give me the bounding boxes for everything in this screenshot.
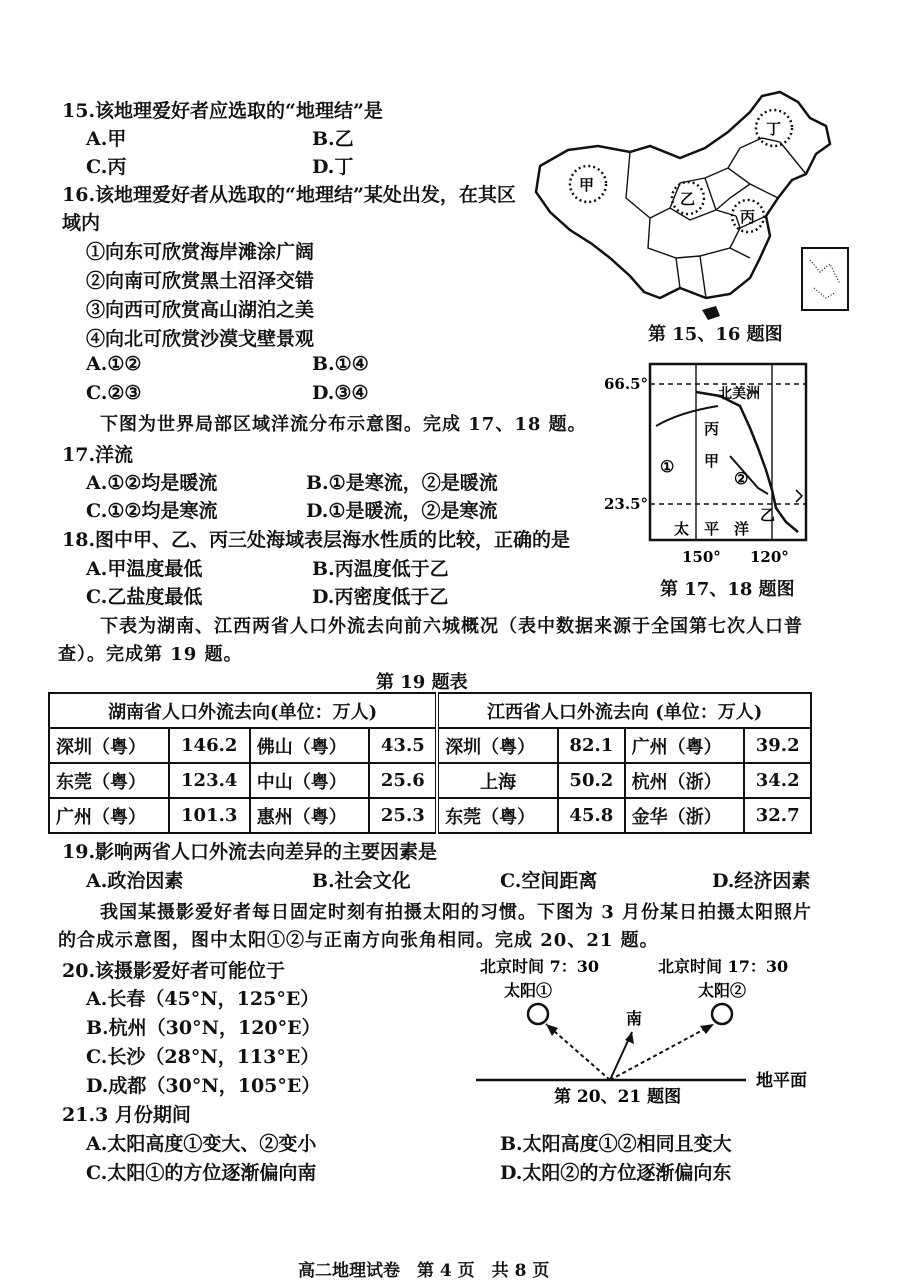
q19-option-b[interactable]: B.社会文化 [312, 870, 411, 892]
q17-option-c[interactable]: C.①②均是寒流 [86, 500, 218, 522]
q20-option-c[interactable]: C.长沙（28°N，113°E） [86, 1046, 320, 1068]
map2-continent: 北美洲 [718, 386, 760, 402]
map1-label-bing: 丙 [740, 208, 756, 226]
q16-option-a[interactable]: A.①② [86, 353, 142, 375]
table-cell: 39.2 [744, 728, 811, 763]
q15-option-a[interactable]: A.甲 [86, 128, 127, 150]
table-row [49, 763, 811, 798]
q17-option-a[interactable]: A.①②均是暖流 [86, 472, 218, 494]
map2-label-bing: 丙 [704, 420, 720, 438]
q19-stem: 19.影响两省人口外流去向差异的主要因素是 [62, 841, 438, 863]
intro-17-18: 下图为世界局部区域洋流分布示意图。完成 17、18 题。 [100, 414, 587, 435]
fig20-sun2-label: 太阳② [698, 981, 747, 1000]
q21-stem: 21.3 月份期间 [62, 1104, 191, 1126]
q19-option-d[interactable]: D.经济因素 [712, 870, 811, 892]
q15-stem: 15.该地理爱好者应选取的“地理结”是 [62, 100, 383, 122]
intro-19-line2: 查）。完成第 19 题。 [58, 644, 243, 665]
table-row [49, 728, 811, 763]
q21-option-d[interactable]: D.太阳②的方位逐渐偏向东 [500, 1162, 732, 1184]
q18-option-b[interactable]: B.丙温度低于乙 [312, 558, 449, 580]
south-sea-inset [802, 248, 848, 310]
sun-2-icon [712, 1004, 732, 1024]
q17-option-d[interactable]: D.①是暖流，②是寒流 [306, 500, 498, 522]
table-cell: 惠州（粤） [250, 798, 370, 833]
hainan-island [702, 306, 720, 320]
table-cell: 东莞（粤） [437, 798, 558, 833]
fig20-time2: 北京时间 17：30 [658, 957, 789, 976]
table-cell: 82.1 [558, 728, 625, 763]
map2-caption: 第 17、18 题图 [660, 579, 795, 600]
map2-label-jia: 甲 [704, 452, 720, 470]
q15-option-d[interactable]: D.丁 [312, 156, 354, 178]
table-cell: 43.5 [369, 728, 437, 763]
table-header-hunan: 湖南省人口外流去向(单位：万人) [49, 693, 437, 728]
table-cell: 中山（粤） [250, 763, 370, 798]
table-cell: 东莞（粤） [49, 763, 169, 798]
sun-figure [470, 952, 830, 1112]
map2-label-yi: 乙 [760, 506, 776, 524]
table-cell: 广州（粤） [49, 798, 169, 833]
fig20-south: 南 [626, 1009, 643, 1028]
q18-option-c[interactable]: C.乙盐度最低 [86, 586, 203, 608]
table-cell: 上海 [437, 763, 558, 798]
map2-label-c1: ① [660, 457, 675, 476]
table-cell: 146.2 [169, 728, 250, 763]
table-row [49, 798, 811, 833]
q16-stem: 16.该地理爱好者从选取的“地理结”某处出发，在其区 [62, 184, 516, 206]
table-cell: 25.6 [369, 763, 437, 798]
fig20-caption: 第 20、21 题图 [554, 1087, 682, 1107]
map2-lat-top: 66.5° [604, 375, 649, 393]
q16-statement-2: ②向南可欣赏黑土沼泽交错 [86, 270, 315, 292]
fig20-sun1-label: 太阳① [504, 981, 553, 1000]
table19 [48, 692, 812, 834]
table-cell: 45.8 [558, 798, 625, 833]
q16-statement-3: ③向西可欣赏高山湖泊之美 [86, 299, 315, 321]
q16-stem-cont: 域内 [62, 212, 101, 234]
map2-lon-left: 150° [682, 548, 721, 566]
q16-statement-4: ④向北可欣赏沙漠戈壁景观 [86, 328, 315, 350]
intro-20-line1: 我国某摄影爱好者每日固定时刻有拍摄太阳的习惯。下图为 3 月份某日拍摄太阳照片 [100, 902, 813, 923]
table-cell: 深圳（粤） [437, 728, 558, 763]
table-cell: 32.7 [744, 798, 811, 833]
q16-option-b[interactable]: B.①④ [312, 353, 369, 375]
sun-1-icon [528, 1004, 548, 1024]
fig20-time1: 北京时间 7：30 [480, 957, 599, 976]
q21-option-b[interactable]: B.太阳高度①②相同且变大 [500, 1133, 732, 1155]
table-cell: 34.2 [744, 763, 811, 798]
intro-20-line2: 的合成示意图，图中太阳①②与正南方向张角相同。完成 20、21 题。 [58, 930, 659, 951]
q20-option-b[interactable]: B.杭州（30°N，120°E） [86, 1017, 321, 1039]
table-cell: 杭州（浙） [625, 763, 745, 798]
page-footer: 高二地理试卷 第 4 页 共 8 页 [298, 1261, 550, 1281]
q15-option-b[interactable]: B.乙 [312, 128, 354, 150]
q18-stem: 18.图中甲、乙、丙三处海域表层海水性质的比较，正确的是 [62, 529, 571, 551]
table-header-jiangxi: 江西省人口外流去向 (单位：万人) [437, 693, 811, 728]
table-cell: 金华（浙） [625, 798, 745, 833]
table-cell: 101.3 [169, 798, 250, 833]
q21-option-c[interactable]: C.太阳①的方位逐渐偏向南 [86, 1162, 317, 1184]
table-cell: 123.4 [169, 763, 250, 798]
q19-option-a[interactable]: A.政治因素 [86, 870, 184, 892]
q18-option-d[interactable]: D.丙密度低于乙 [312, 586, 449, 608]
map2-lon-right: 120° [750, 548, 789, 566]
map2-label-c2: ② [734, 469, 749, 488]
intro-19-line1: 下表为湖南、江西两省人口外流去向前六城概况（表中数据来源于全国第七次人口普 [100, 616, 803, 637]
map2-ocean-3: 洋 [734, 520, 750, 538]
ocean-current-map [600, 362, 820, 572]
table-header-row [49, 693, 811, 728]
province-borders [626, 138, 806, 298]
china-map [530, 88, 860, 328]
q20-stem: 20.该摄影爱好者可能位于 [62, 960, 286, 982]
q21-option-a[interactable]: A.太阳高度①变大、②变小 [86, 1133, 317, 1155]
map1-caption: 第 15、16 题图 [648, 324, 783, 345]
table19-title: 第 19 题表 [376, 672, 468, 693]
map2-ocean-2: 平 [704, 520, 720, 538]
q16-option-d[interactable]: D.③④ [312, 382, 369, 404]
table-cell: 广州（粤） [625, 728, 745, 763]
fig20-horizon-label: 地平面 [756, 1071, 807, 1091]
q16-statement-1: ①向东可欣赏海岸滩涂广阔 [86, 241, 315, 263]
map1-label-jia: 甲 [579, 176, 595, 194]
table-cell: 50.2 [558, 763, 625, 798]
map2-lat-bottom: 23.5° [604, 495, 649, 513]
q20-option-d[interactable]: D.成都（30°N，105°E） [86, 1075, 321, 1097]
q15-option-c[interactable]: C.丙 [86, 156, 127, 178]
table-cell: 深圳（粤） [49, 728, 169, 763]
q18-option-a[interactable]: A.甲温度最低 [86, 558, 203, 580]
q19-option-c[interactable]: C.空间距离 [500, 870, 598, 892]
q17-stem: 17.洋流 [62, 444, 134, 466]
q16-option-c[interactable]: C.②③ [86, 382, 142, 404]
map1-label-yi: 乙 [680, 190, 696, 208]
map2-ocean-1: 太 [674, 520, 690, 538]
q20-option-a[interactable]: A.长春（45°N，125°E） [86, 988, 320, 1010]
q17-option-b[interactable]: B.①是寒流，②是暖流 [306, 472, 498, 494]
table-cell: 25.3 [369, 798, 437, 833]
table-cell: 佛山（粤） [250, 728, 370, 763]
map1-label-ding: 丁 [766, 120, 782, 138]
